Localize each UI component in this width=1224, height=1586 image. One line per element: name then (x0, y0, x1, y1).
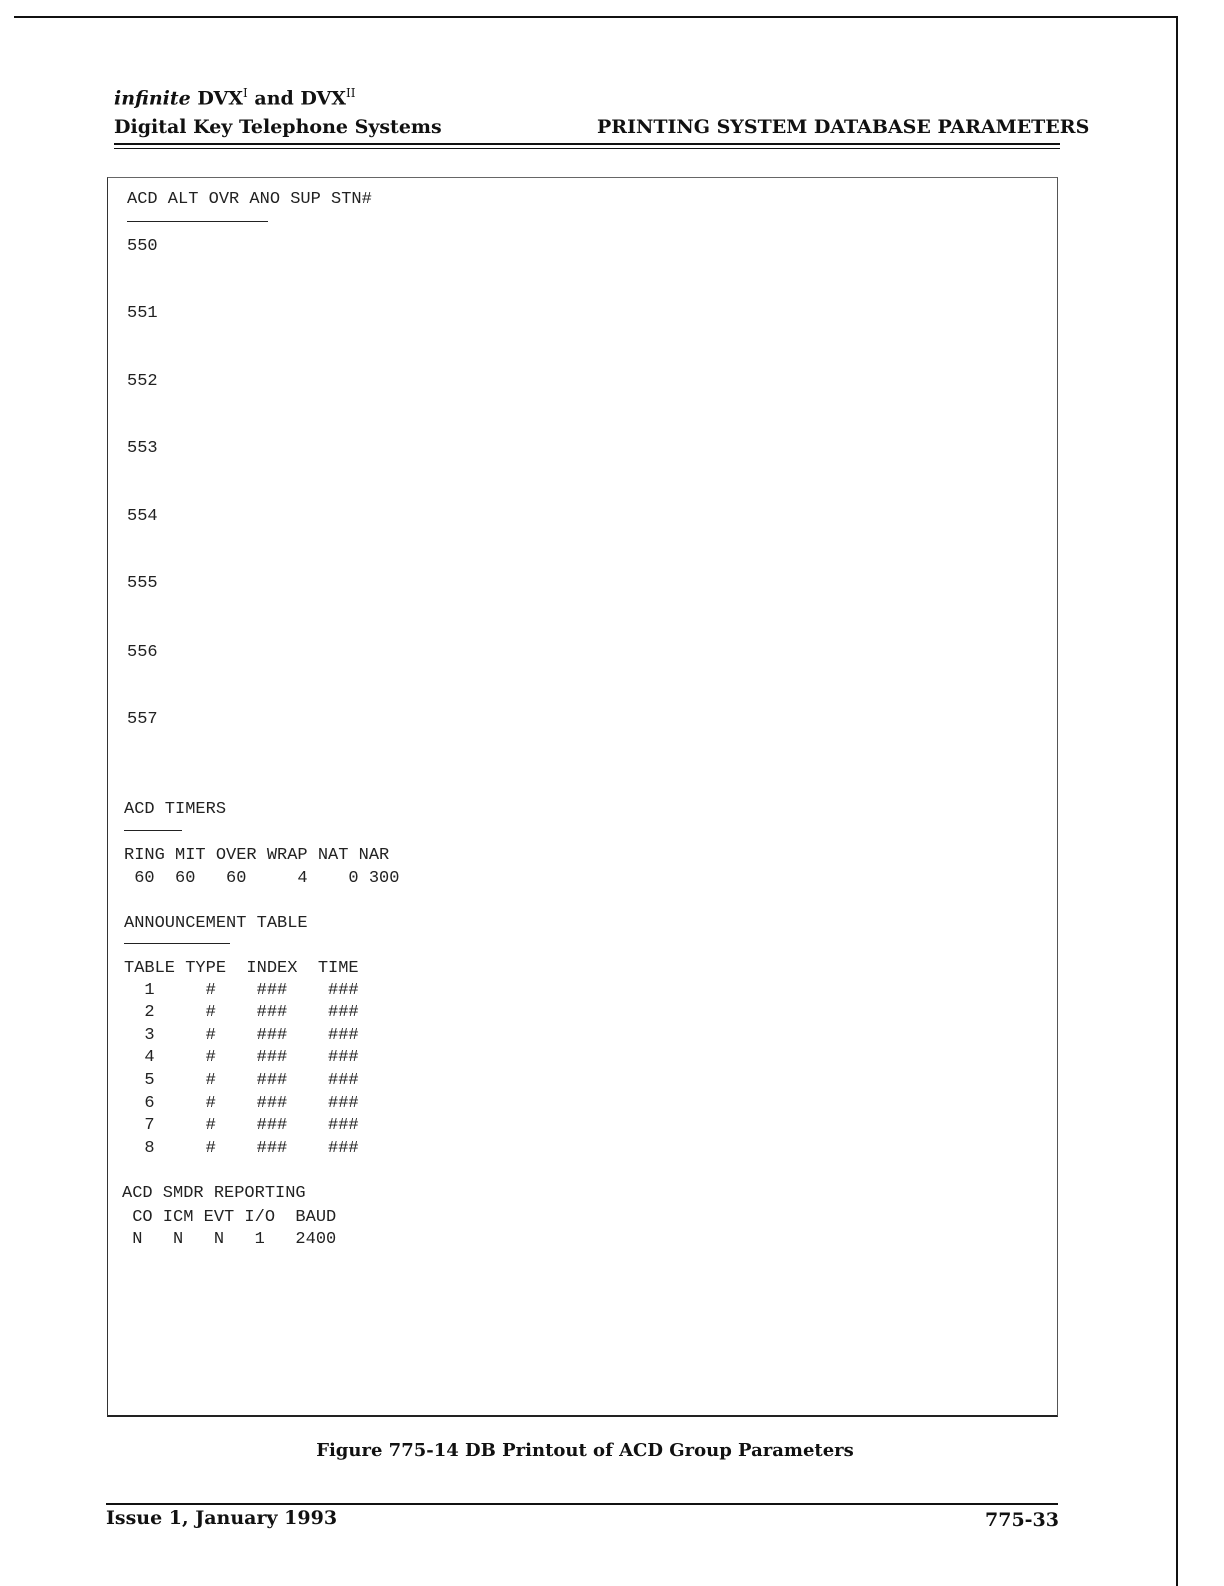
footer-rule (106, 1503, 1058, 1505)
title-sup-a: I (243, 86, 248, 100)
right-rule (1176, 16, 1178, 1586)
group-row: 553 (127, 439, 158, 458)
issue-date: Issue 1, January 1993 (106, 1507, 338, 1529)
group-row: 552 (127, 372, 158, 391)
announcement-row: 7 # ### ### (124, 1116, 359, 1135)
announcement-row: 8 # ### ### (124, 1139, 359, 1158)
title-and-dvx: and DVX (254, 87, 347, 110)
group-row: 554 (127, 507, 158, 526)
brand-name: infinite (114, 87, 191, 110)
header-rule-thin (114, 148, 1060, 149)
announcement-title: ANNOUNCEMENT TABLE (124, 914, 308, 933)
document-subtitle: Digital Key Telephone Systems (114, 116, 442, 138)
timers-header: RING MIT OVER WRAP NAT NAR (124, 846, 390, 865)
announcement-row: 5 # ### ### (124, 1071, 359, 1090)
smdr-header: CO ICM EVT I/O BAUD (122, 1208, 337, 1227)
groups-header: ACD ALT OVR ANO SUP STN# (127, 190, 372, 209)
announcement-header: TABLE TYPE INDEX TIME (124, 959, 359, 978)
announcement-row: 4 # ### ### (124, 1048, 359, 1067)
timers-title-underline (124, 830, 182, 831)
section-title: PRINTING SYSTEM DATABASE PARAMETERS (597, 116, 1090, 138)
timers-values: 60 60 60 4 0 300 (124, 869, 400, 888)
smdr-values: N N N 1 2400 (122, 1230, 337, 1249)
announcement-row: 3 # ### ### (124, 1026, 359, 1045)
groups-header-underline (127, 221, 268, 222)
title-sup-b: II (346, 86, 356, 100)
timers-title: ACD TIMERS (124, 800, 227, 819)
document-title (114, 86, 356, 109)
group-row: 555 (127, 574, 158, 593)
announcement-row: 1 # ### ### (124, 981, 359, 1000)
group-row: 556 (127, 643, 158, 662)
group-row: 550 (127, 237, 158, 256)
figure-caption: Figure 775-14 DB Printout of ACD Group Parameters (316, 1440, 854, 1461)
header-rule (114, 143, 1060, 145)
announcement-row: 2 # ### ### (124, 1003, 359, 1022)
announcement-row: 6 # ### ### (124, 1094, 359, 1113)
group-row: 551 (127, 304, 158, 323)
announcement-title-underline (124, 943, 230, 944)
group-row: 557 (127, 710, 158, 729)
page-number: 775-33 (985, 1509, 1059, 1531)
title-dvx: DVX (197, 87, 244, 110)
smdr-title: ACD SMDR REPORTING (122, 1184, 306, 1203)
top-rule (14, 16, 1178, 18)
